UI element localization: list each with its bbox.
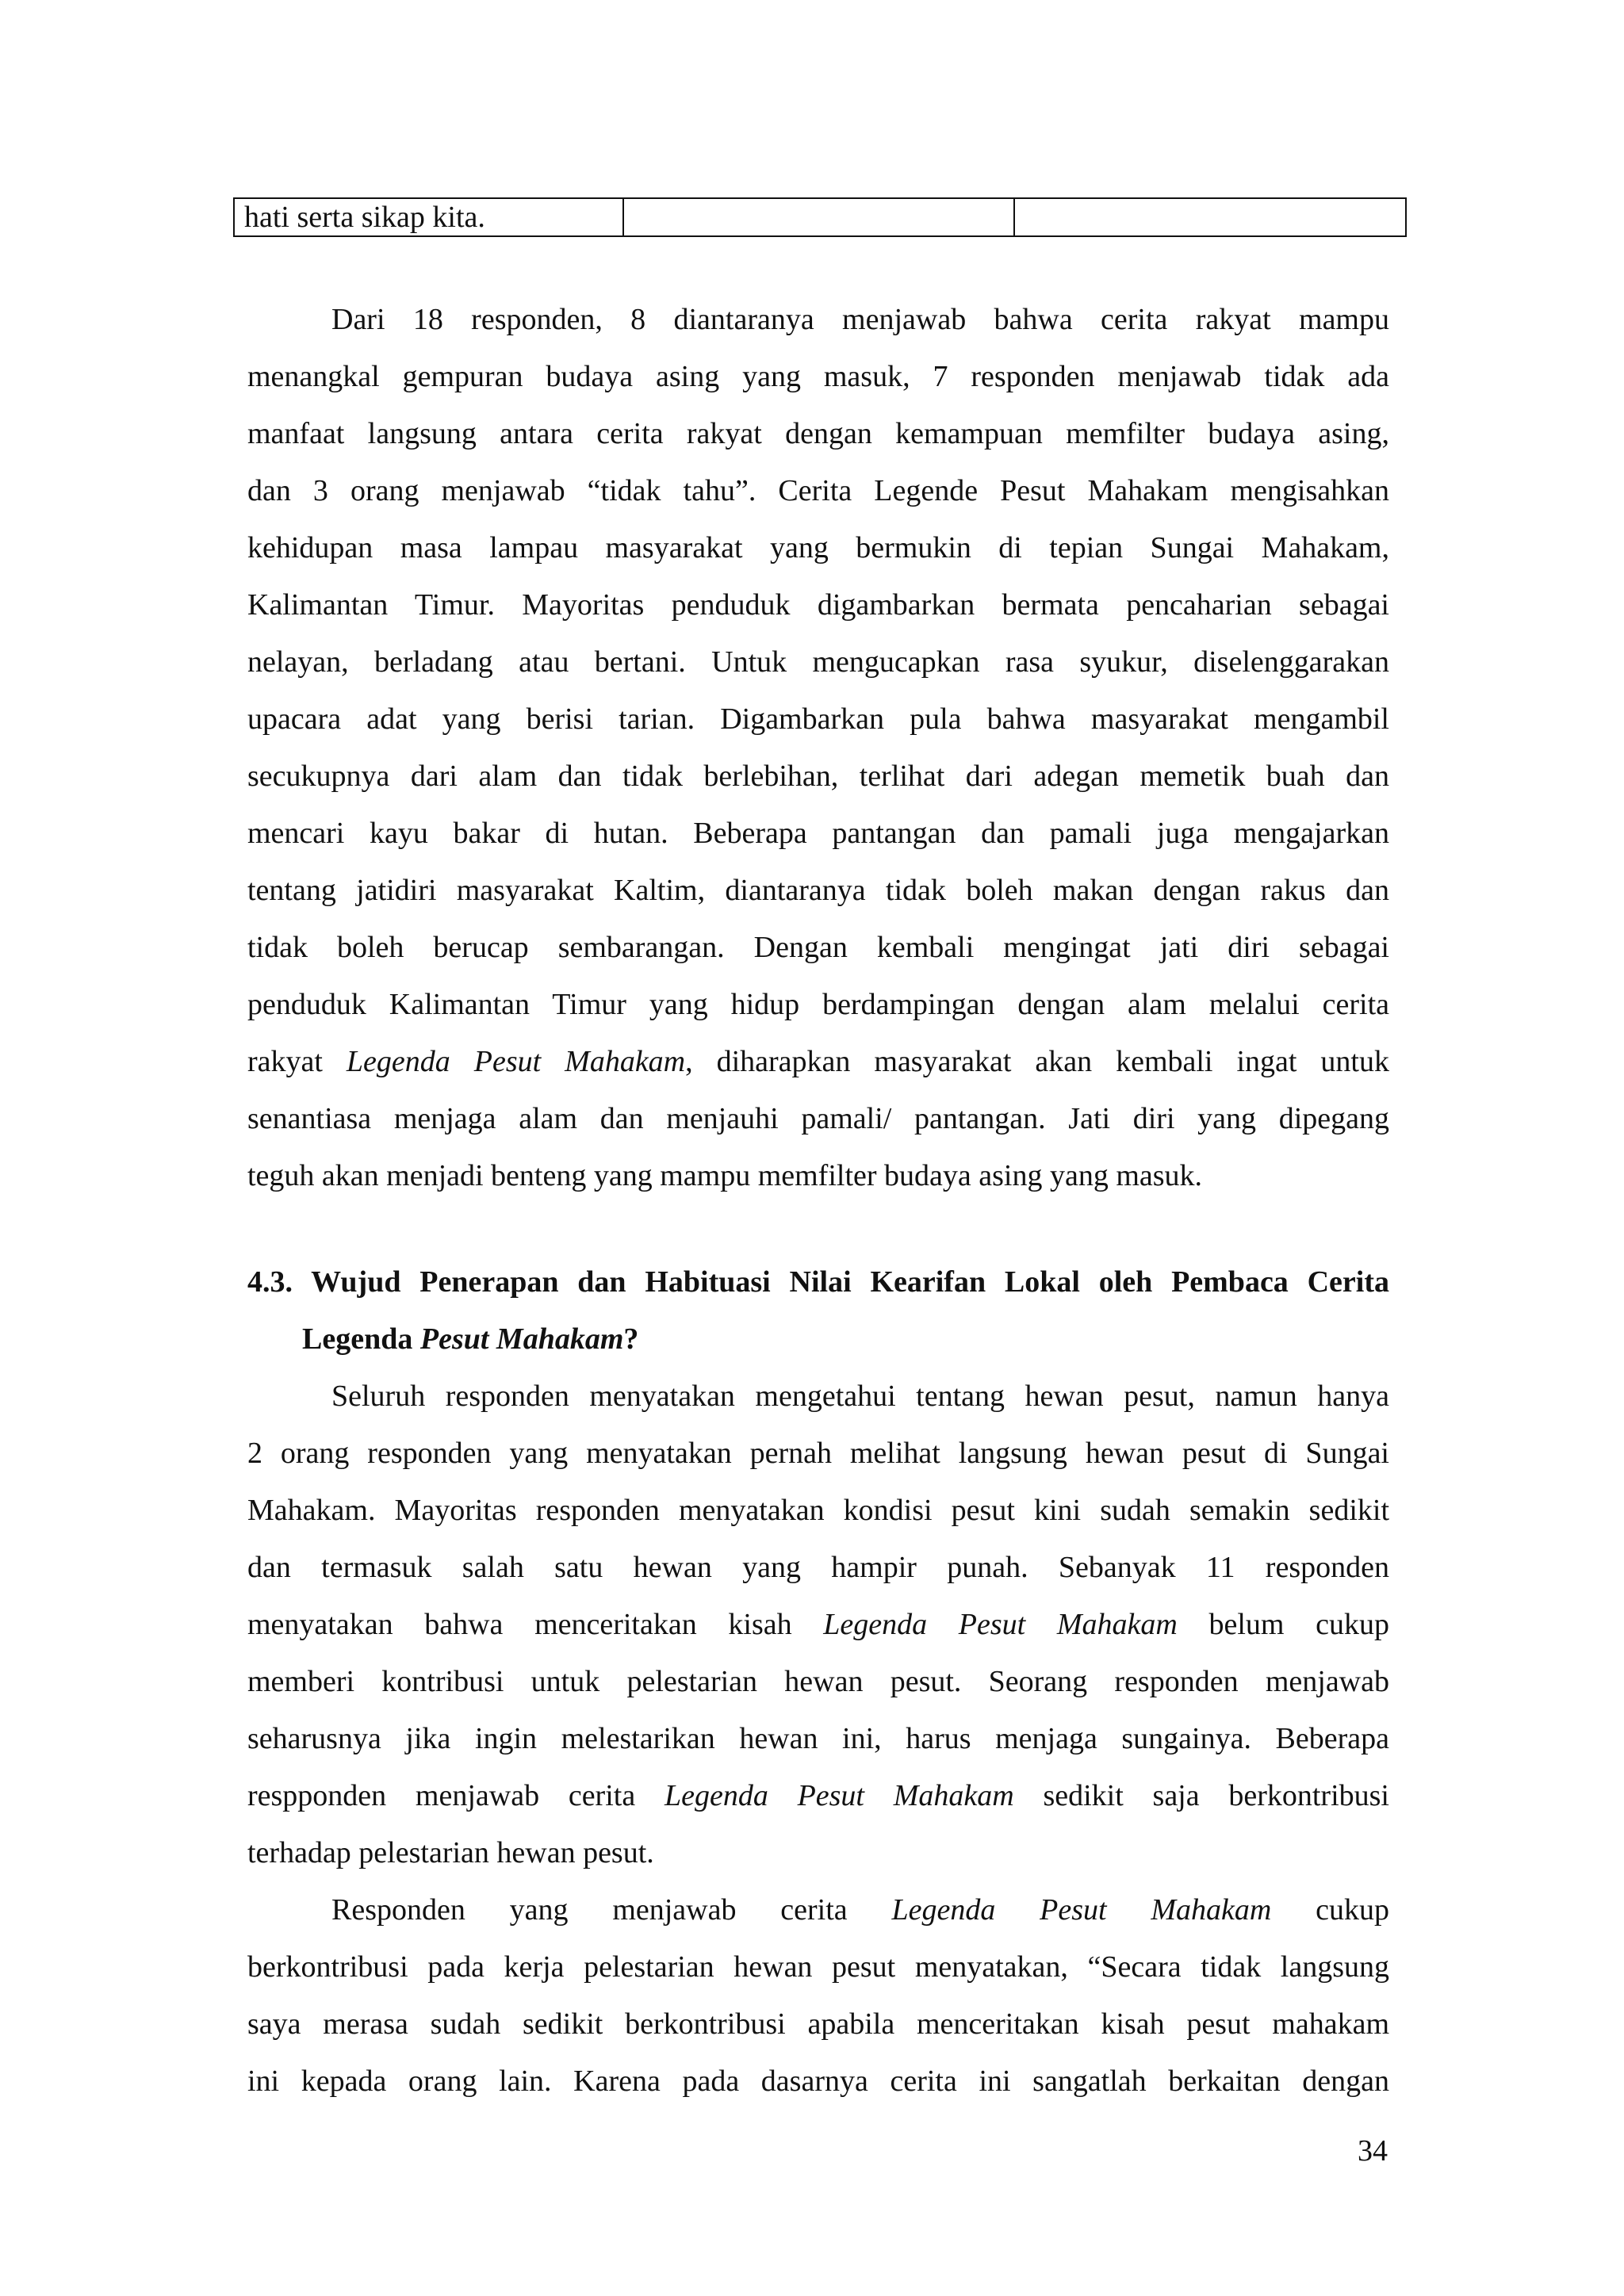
italic-title: Legenda Pesut Mahakam [664,1779,1014,1812]
text-span: cukup [1271,1893,1389,1927]
text-line: tentang jatidiri masyarakat Kaltim, diantaranya tidak boleh makan dengan rakus dan [247,874,1389,907]
text-line: dan 3 orang menjawab “tidak tahu”. Cerita Legende Pesut Mahakam mengisahkan [247,474,1389,507]
text-line: teguh akan menjadi benteng yang mampu memfilter budaya asing yang masuk. [247,1159,1203,1192]
text-line: ini kepada orang lain. Karena pada dasarnya cerita ini sangatlah berkaitan dengan [247,2064,1389,2098]
text-line: kehidupan masa lampau masyarakat yang bermukin di tepian Sungai Mahakam, [247,531,1389,564]
text-line [331,1892,1389,1928]
text-line: terhadap pelestarian hewan pesut. [247,1836,654,1869]
text-line [247,1777,1389,1814]
text-span: respponden menjawab cerita [247,1779,665,1812]
table-cell [623,198,1014,236]
text-line: seharusnya jika ingin melestarikan hewan ini, harus menjaga sungainya. Beberapa [247,1722,1389,1755]
text-line: Kalimantan Timur. Mayoritas penduduk digambarkan bermata pencaharian sebagai [247,588,1389,622]
italic-title: Legenda Pesut Mahakam [346,1045,686,1078]
text-line: Mahakam. Mayoritas responden menyatakan kondisi pesut kini sudah semakin sedikit [247,1494,1389,1527]
text-span: belum cukup [1177,1608,1389,1641]
text-line: dan termasuk salah satu hewan yang hampir punah. Sebanyak 11 responden [247,1551,1389,1584]
text-span: rakyat [247,1045,347,1078]
text-line: menangkal gempuran budaya asing yang masuk, 7 responden menjawab tidak ada [247,360,1389,393]
text-line: upacara adat yang berisi tarian. Digambarkan pula bahwa masyarakat mengambil [247,702,1389,736]
text-line: manfaat langsung antara cerita rakyat dengan kemampuan memfilter budaya asing, [247,417,1389,450]
text-line: Seluruh responden menyatakan mengetahui tentang hewan pesut, namun hanya [331,1380,1389,1413]
text-line: senantiasa menjaga alam dan menjauhi pamali/ pantangan. Jati diri yang dipegang [247,1102,1389,1135]
text-line: nelayan, berladang atau bertani. Untuk mengucapkan rasa syukur, diselenggarakan [247,645,1389,679]
italic-title: Legenda Pesut Mahakam [891,1893,1272,1927]
text-line: berkontribusi pada kerja pelestarian hewan pesut menyatakan, “Secara tidak langsung [247,1950,1389,1984]
text-line: secukupnya dari alam dan tidak berlebihan, terlihat dari adegan memetik buah dan [247,760,1389,793]
text-line: mencari kayu bakar di hutan. Beberapa pantangan dan pamali juga mengajarkan [247,817,1389,850]
text-span: Responden yang menjawab cerita [331,1893,892,1927]
table-cell [1014,198,1406,236]
text-line: penduduk Kalimantan Timur yang hidup berdampingan dengan alam melalui cerita [247,988,1389,1021]
text-span: menyatakan bahwa menceritakan kisah [247,1608,824,1641]
text-span: , diharapkan masyarakat akan kembali ingat untuk [685,1045,1389,1078]
text-line: 2 orang responden yang menyatakan pernah melihat langsung hewan pesut di Sungai [247,1437,1389,1470]
table-cell: hati serta sikap kita. [234,198,623,236]
text-line: memberi kontribusi untuk pelestarian hewan pesut. Seorang responden menjawab [247,1665,1389,1698]
text-span: Legenda [302,1322,420,1356]
heading-line [302,1321,1389,1357]
text-line [247,1606,1389,1643]
page-number: 34 [1358,2134,1388,2168]
text-line [247,1043,1389,1080]
heading-line: 4.3. Wujud Penerapan dan Habituasi Nilai Kearifan Lokal oleh Pembaca Cerita [247,1265,1389,1299]
text-line: tidak boleh berucap sembarangan. Dengan kembali mengingat jati diri sebagai [247,931,1389,964]
italic-title: Pesut Mahakam [419,1322,624,1356]
italic-title: Legenda Pesut Mahakam [823,1608,1178,1641]
table-row [234,198,1406,236]
text-span: ? [623,1322,639,1356]
text-line: saya merasa sudah sedikit berkontribusi apabila menceritakan kisah pesut mahakam [247,2007,1389,2041]
text-span: sedikit saja berkontribusi [1013,1779,1389,1812]
table-fragment [233,197,1407,237]
text-line: Dari 18 responden, 8 diantaranya menjawab bahwa cerita rakyat mampu [331,303,1389,336]
